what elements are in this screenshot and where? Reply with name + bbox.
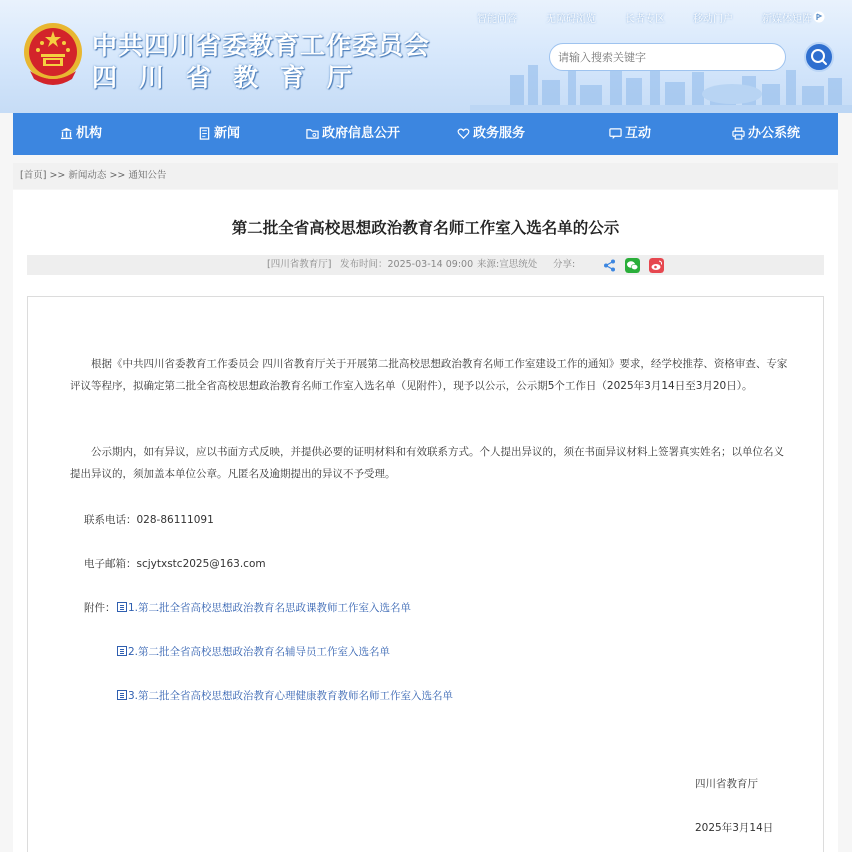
meta-origin: 来源:宣思统处 [477, 259, 538, 270]
toplink-smart-qa[interactable]: 智能问答 [477, 14, 517, 25]
signature-org: 四川省教育厅 [695, 778, 758, 790]
attachments-label: 附件： [84, 602, 116, 614]
breadcrumb-home[interactable]: [首页] [20, 170, 47, 181]
folder-icon [306, 127, 319, 140]
article-panel [13, 190, 838, 852]
search-icon [806, 44, 832, 70]
article-meta-bar [27, 255, 824, 275]
wechat-icon[interactable] [625, 258, 640, 273]
nav-item-office-system[interactable] [732, 113, 800, 155]
toplink-mobile-portal[interactable]: 移动门户 [693, 14, 733, 25]
attachment-link-2[interactable] [117, 644, 390, 659]
attachment-file-icon [117, 602, 127, 612]
article-paragraph-1: 根据《中共四川省委教育工作委员会 四川省教育厅关于开展第二批高校思想政治教育名师工作室建设工作的通知》要求，经学校推荐、资格审查、专家评议等程序，拟确定第二批全省高校思想政治教育名师工作室入选名单（见附件），现予以公示，公示期5个工作日（2025年3月14日至3月20日）。 [70, 358, 788, 392]
site-title-dept: 四川省教育厅 [92, 63, 375, 92]
breadcrumb [13, 163, 838, 189]
nav-label: 办公系统 [748, 126, 801, 141]
building-icon [60, 127, 73, 140]
heart-hand-icon [457, 127, 470, 140]
new-media-icon[interactable] [813, 11, 825, 23]
nav-label: 新闻 [214, 126, 241, 141]
search-input[interactable] [549, 43, 786, 71]
contact-phone: 联系电话：028-86111091 [84, 514, 214, 526]
printer-icon [732, 127, 745, 140]
breadcrumb-news[interactable]: 新闻动态 [68, 170, 107, 181]
attachment-link-text: 3.第二批全省高校思想政治教育心理健康教育教师名师工作室入选名单 [128, 690, 454, 702]
attachment-link-1[interactable] [117, 600, 411, 615]
signature-date: 2025年3月14日 [695, 822, 774, 834]
nav-item-gov-info[interactable] [306, 113, 400, 155]
nav-item-interaction[interactable] [609, 113, 651, 155]
article-title: 第二批全省高校思想政治教育名师工作室入选名单的公示 [231, 219, 620, 237]
main-nav [13, 113, 838, 155]
toplink-accessibility[interactable]: 无障碍浏览 [546, 14, 596, 25]
article-body [27, 296, 824, 852]
share-icon[interactable] [602, 258, 617, 273]
attachment-link-text: 1.第二批全省高校思想政治教育名思政课教师工作室入选名单 [128, 602, 412, 614]
site-header [0, 0, 852, 113]
search-button[interactable] [804, 42, 834, 72]
meta-publish-time: 发布时间：2025-03-14 09:00 [340, 259, 474, 270]
weibo-icon[interactable] [649, 258, 664, 273]
toplink-new-media[interactable]: 新媒体矩阵 [762, 14, 812, 25]
contact-email: 电子邮箱：scjytxstc2025@163.com [84, 558, 266, 570]
nav-label: 互动 [625, 126, 652, 141]
attachment-link-3[interactable] [117, 688, 453, 703]
nav-item-news[interactable] [198, 113, 240, 155]
attachment-file-icon [117, 646, 127, 656]
nav-label: 政务服务 [473, 126, 526, 141]
attachment-link-text: 2.第二批全省高校思想政治教育名辅导员工作室入选名单 [128, 646, 391, 658]
nav-item-institution[interactable] [60, 113, 102, 155]
meta-source: [四川省教育厅] [267, 259, 332, 270]
breadcrumb-notices[interactable]: 通知公告 [128, 170, 167, 181]
chat-icon [609, 127, 622, 140]
nav-label: 机构 [76, 126, 103, 141]
national-emblem-logo [22, 21, 84, 87]
breadcrumb-separator: >> [49, 170, 66, 181]
article-paragraph-2: 公示期内，如有异议，应以书面方式反映，并提供必要的证明材料和有效联系方式。个人提出异议的，须在书面异议材料上签署真实姓名；以单位名义提出异议的，须加盖本单位公章。凡匿名及逾期提出的异议不予受理。 [70, 446, 784, 480]
top-links-bar [0, 10, 852, 26]
meta-share-label: 分享: [553, 259, 576, 270]
document-icon [198, 127, 211, 140]
toplink-elder-zone[interactable]: 长者专区 [625, 14, 665, 25]
site-title-cn-committee: 中共四川省委教育工作委员会 [92, 31, 431, 60]
attachment-file-icon [117, 690, 127, 700]
nav-item-gov-service[interactable] [457, 113, 525, 155]
nav-label: 政府信息公开 [322, 126, 401, 141]
breadcrumb-separator: >> [109, 170, 126, 181]
